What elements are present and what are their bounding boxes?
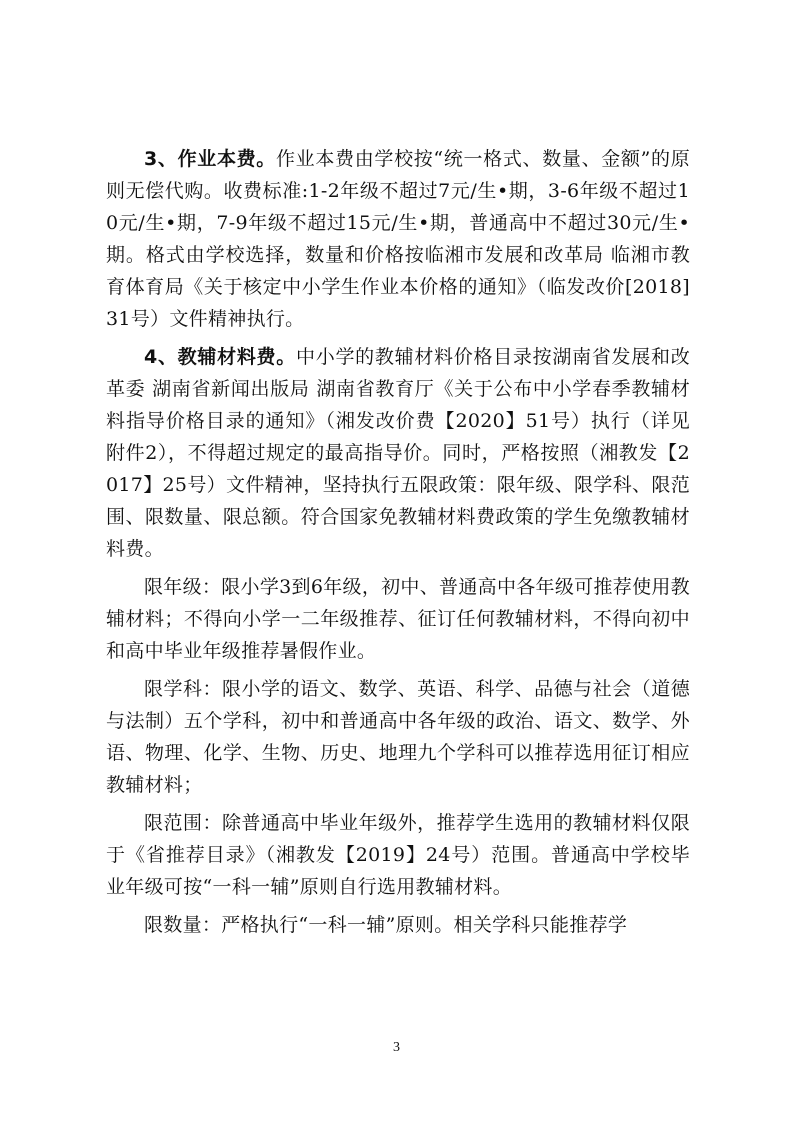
section-teaching-material-fee — [106, 341, 690, 565]
paragraph-subject-limit: 限学科：限小学的语文、数学、英语、科学、品德与社会（道德与法制）五个学科，初中和普通高中各年级的政治、语文、数学、外语、物理、化学、生物、历史、地理九个学科可以推荐选用征订相应教辅材料； — [106, 678, 690, 796]
section-heading: 4、教辅材料费。 — [144, 346, 296, 368]
paragraph-grade-limit: 限年级：限小学3到6年级，初中、普通高中各年级可推荐使用教辅材料；不得向小学一二年级推荐、征订任何教辅材料，不得向初中和高中毕业年级推荐暑假作业。 — [106, 576, 690, 662]
section-body: 中小学的教辅材料价格目录按湖南省发展和改革委 湖南省新闻出版局 湖南省教育厅《关于公布中小学春季教辅材料指导价格目录的通知》（湘发改价费【2020】51号）执行（详见附件2），不得超过规定的最高指导价。同时，严格按照（湘教发【2017】25号）文件精神，坚持执行五限政策：限年级、限学科、限范围、限数量、限总额。符合国家免教辅材料费政策的学生免缴教辅材料费。 — [106, 346, 690, 560]
section-heading: 3、作业本费。 — [144, 148, 276, 170]
section-body: 作业本费由学校按“统一格式、数量、金额”的原则无偿代购。收费标准:1-2年级不超过7元/生•期，3-6年级不超过10元/生•期，7-9年级不超过15元/生•期，普通高中不超过30元/生•期。格式由学校选择，数量和价格按临湘市发展和改革局 临湘市教育体育局《关于核定中小学生作业本价格的通知》（临发改价[2018]31号）文件精神执行。 — [106, 148, 690, 330]
section-workbook-fee — [106, 143, 690, 335]
document-body — [106, 143, 690, 947]
paragraph-scope-limit: 限范围：除普通高中毕业年级外，推荐学生选用的教辅材料仅限于《省推荐目录》（湘教发【2019】24号）范围。普通高中学校毕业年级可按“一科一辅”原则自行选用教辅材料。 — [106, 812, 690, 898]
paragraph-quantity-limit: 限数量：严格执行“一科一辅”原则。相关学科只能推荐学 — [144, 914, 628, 936]
page-number: 3 — [393, 1040, 400, 1055]
